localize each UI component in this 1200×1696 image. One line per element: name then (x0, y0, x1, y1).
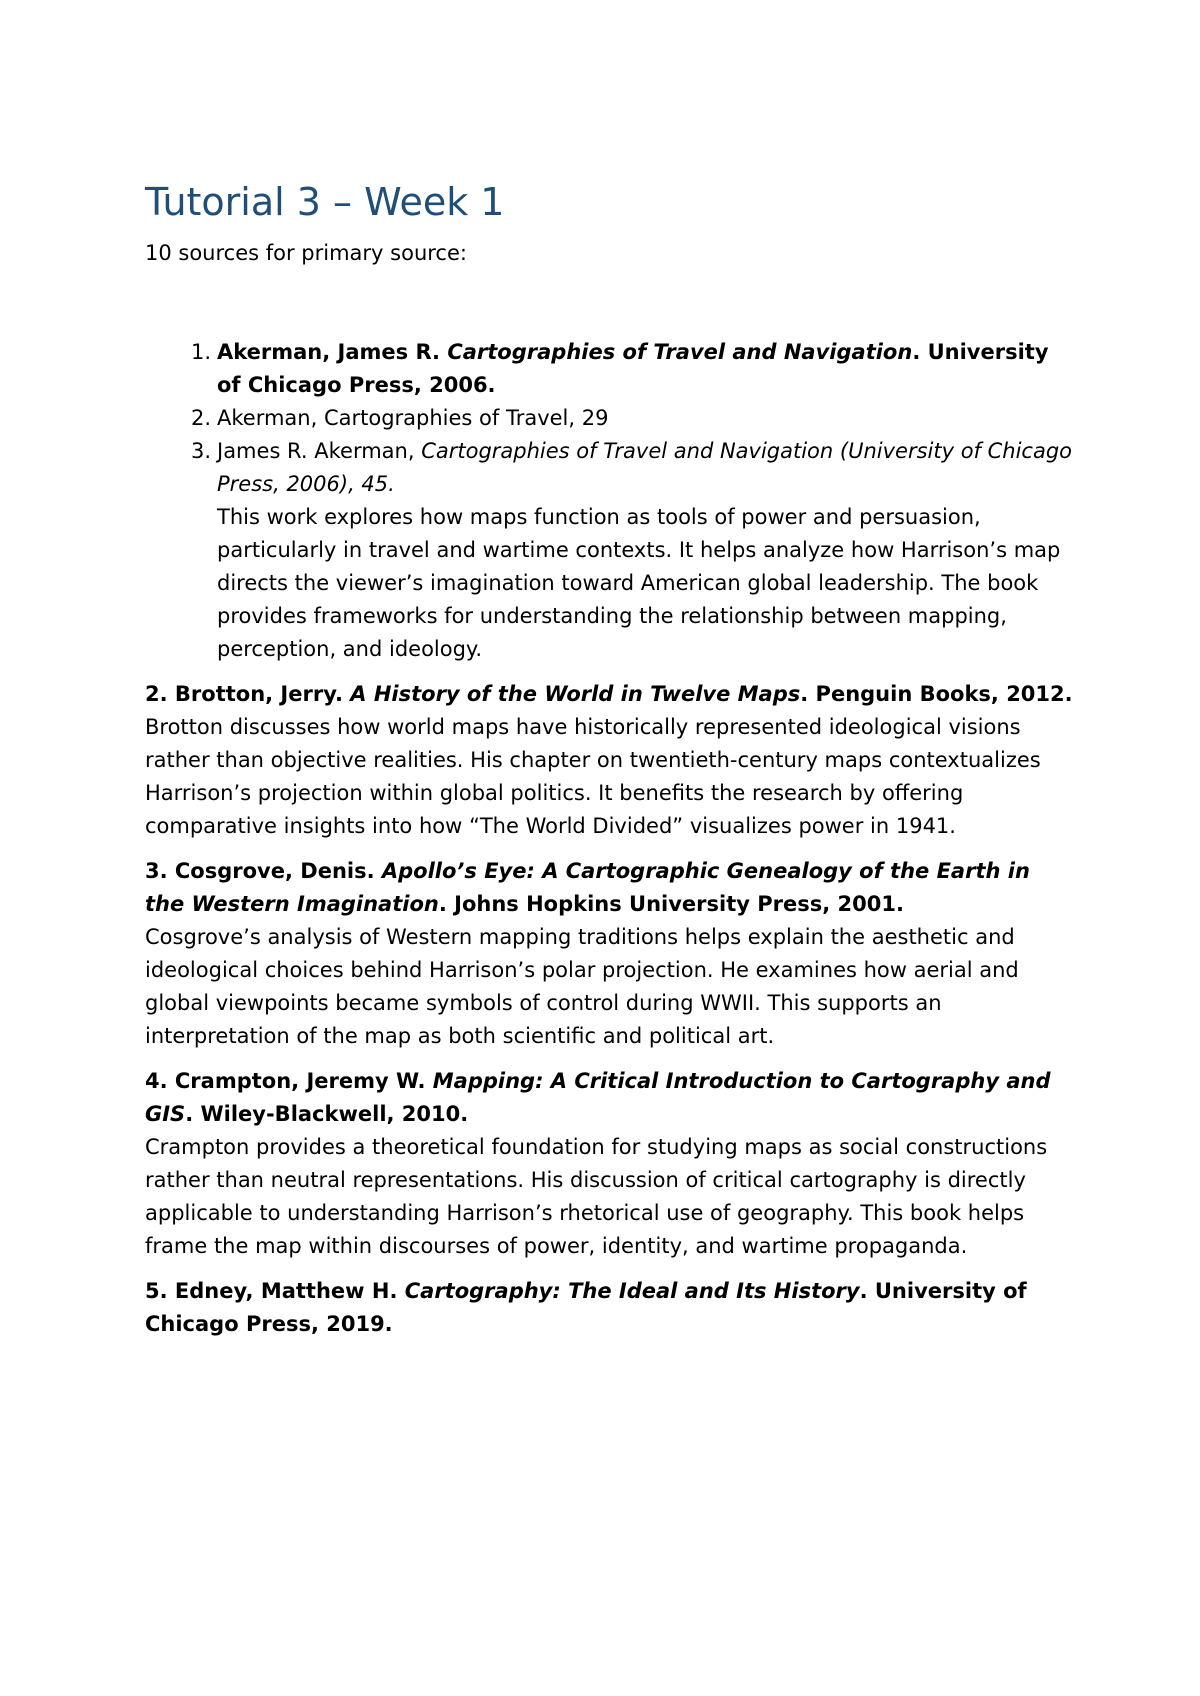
citation-work: Cartographies of Travel and Navigation (447, 340, 913, 364)
entry-publisher: . Wiley-Blackwell, 2010. (185, 1102, 469, 1126)
source-entry (145, 1275, 1075, 1341)
page-title: Tutorial 3 – Week 1 (145, 180, 505, 224)
annotation-text: This work explores how maps function as tools of power and persuasion, particularly in travel and wartime contexts. It helps analyze how Harrison’s map directs the viewer’s imagination toward American global leadership. The book provides frameworks for understanding the relationship between mapping, perception, and ideology. (217, 505, 1061, 661)
numbered-source-list (145, 336, 1075, 666)
entry-author: 4. Crampton, Jeremy W. (145, 1069, 433, 1093)
list-number: 1. (190, 340, 211, 364)
entry-publisher: . University of Chicago Press, 2019. (145, 1279, 1027, 1336)
entry-work: Apollo’s Eye: A Cartographic Genealogy of the Earth in the Western Imagination (145, 859, 1030, 916)
entry-annotation: Cosgrove’s analysis of Western mapping traditions helps explain the aesthetic and ideological choices behind Harrison’s polar projection. He examines how aerial and global viewpoints became symbols of control during WWII. This supports an interpretation of the map as both scientific and political art. (145, 925, 1019, 1048)
source-entry (145, 855, 1075, 1053)
list-item (145, 402, 1075, 435)
document-page (145, 176, 1075, 1341)
entry-author: 5. Edney, Matthew H. (145, 1279, 405, 1303)
entry-publisher: . Penguin Books, 2012. (800, 682, 1073, 706)
entry-annotation: Brotton discusses how world maps have historically represented ideological visions rather than objective realities. His chapter on twentieth-century maps contextualizes Harrison’s projection within global politics. It benefits the research by offering comparative insights into how “The World Divided” visualizes power in 1941. (145, 715, 1041, 838)
entry-work: Mapping: A Critical Introduction to Cartography and GIS (145, 1069, 1051, 1126)
citation-author: James R. Akerman, (217, 439, 422, 463)
citation-work: Cartographies of Travel and Navigation (University of Chicago Press, 2006), 45. (217, 439, 1073, 496)
list-item (145, 336, 1075, 402)
entry-annotation: Crampton provides a theoretical foundation for studying maps as social constructions rather than neutral representations. His discussion of critical cartography is directly applicable to understanding Harrison’s rhetorical use of geography. This book helps frame the map within discourses of power, identity, and wartime propaganda. (145, 1135, 1048, 1258)
page-subtitle: 10 sources for primary source: (145, 241, 467, 265)
entry-author: 2. Brotton, Jerry. (145, 682, 351, 706)
source-entry (145, 678, 1075, 843)
citation-text: Akerman, Cartographies of Travel, 29 (217, 406, 609, 430)
entry-work: A History of the World in Twelve Maps (350, 682, 801, 706)
entry-work: Cartography: The Ideal and Its History (404, 1279, 860, 1303)
citation-author: Akerman, James R. (217, 340, 448, 364)
citation-publisher: . University of Chicago Press, 2006. (217, 340, 1049, 397)
source-entry (145, 1065, 1075, 1263)
list-number: 3. (190, 439, 211, 463)
entry-publisher: . Johns Hopkins University Press, 2001. (438, 892, 904, 916)
list-number: 2. (190, 406, 211, 430)
list-item (145, 435, 1075, 666)
entry-author: 3. Cosgrove, Denis. (145, 859, 382, 883)
